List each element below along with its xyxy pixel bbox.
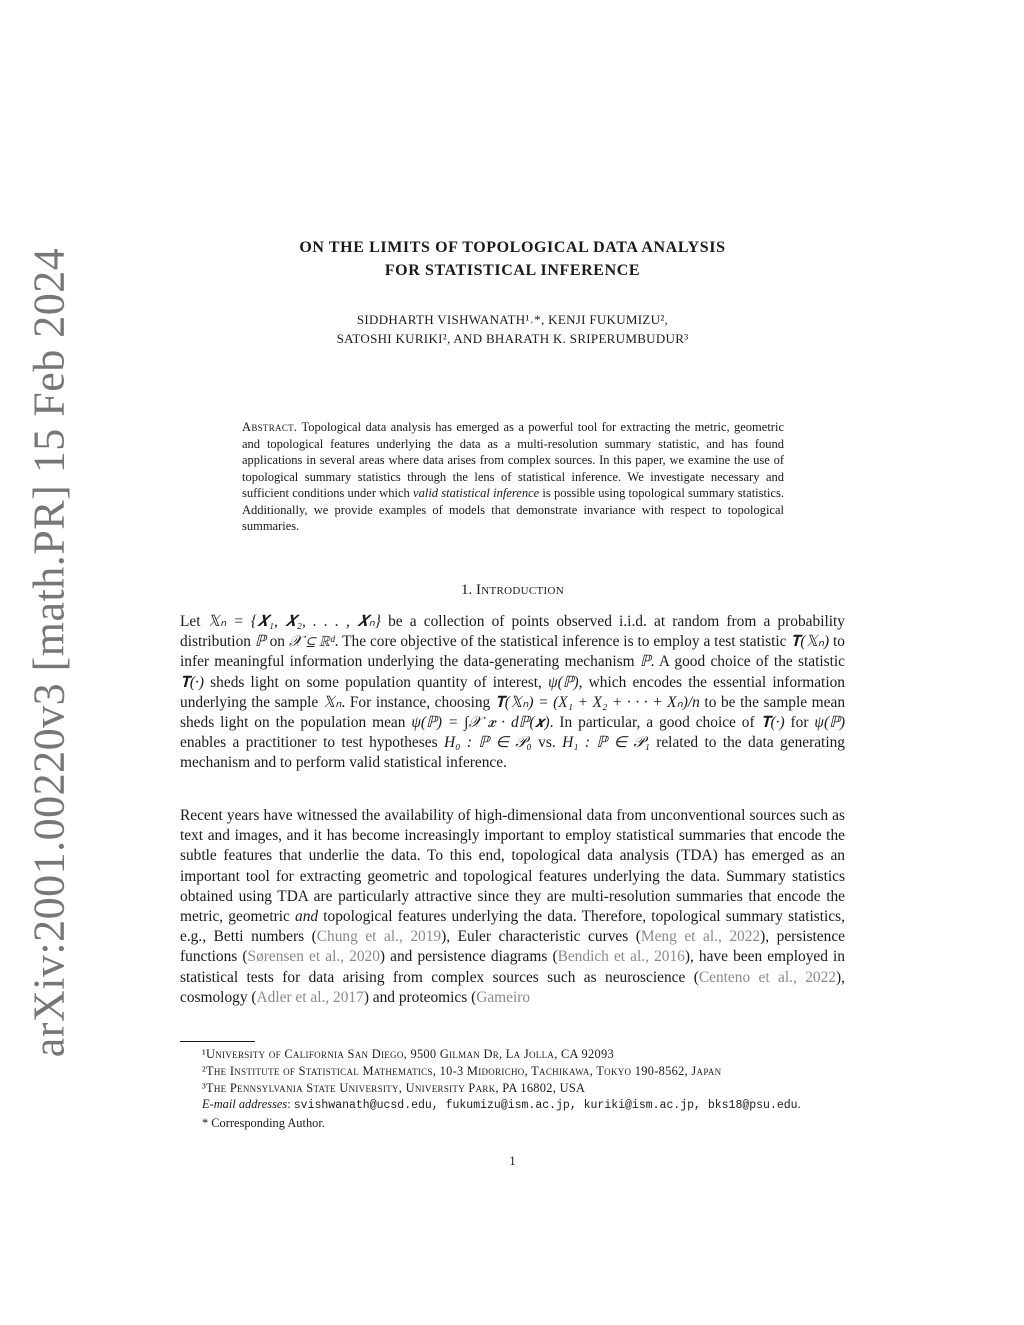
intro-paragraph-2 bbox=[180, 806, 845, 1008]
citation-link[interactable]: Meng et al., 2022 bbox=[640, 928, 761, 946]
footnote-affiliation-2: ²The Institute of Statistical Mathematics, 10-3 Midoricho, Tachikawa, Tokyo 190-8562, Japan bbox=[202, 1063, 722, 1078]
p2-text: ), have been employed in statistical tests for data arising from complex sources such as neuroscience ( bbox=[180, 948, 845, 986]
p2-text: ), persistence functions ( bbox=[180, 928, 845, 966]
page-number: 1 bbox=[509, 1154, 516, 1168]
abstract bbox=[242, 419, 784, 535]
abstract-label: Abstract. bbox=[242, 420, 298, 434]
math-alternative-hypothesis: H₁ : ℙ ∈ 𝒫₁ bbox=[562, 734, 650, 752]
section-heading bbox=[180, 582, 845, 599]
math-population-mean: ψ(ℙ) = ∫𝒳 𝒙 · dℙ(𝒙) bbox=[411, 714, 550, 732]
math-sample: 𝕏ₙ bbox=[322, 693, 342, 711]
paper-title bbox=[180, 236, 845, 282]
email-label: E-mail addresses bbox=[202, 1097, 288, 1112]
p2-text: topological features underlying the data. Therefore, topological summary statistics, e.g., Betti numbers ( bbox=[180, 908, 845, 946]
arxiv-identifier: arXiv:2001.00220v3 [math.PR] 15 Feb 2024 bbox=[24, 247, 74, 1057]
section-number: 1. bbox=[460, 582, 473, 598]
abstract-emphasis: valid statistical inference bbox=[413, 486, 540, 500]
math-statistic: 𝐓(·) bbox=[180, 673, 205, 691]
p1-text: . In particular, a good choice of bbox=[549, 714, 761, 732]
citation-link[interactable]: Adler et al., 2017 bbox=[256, 988, 364, 1006]
p1-text: be a collection of points observed i.i.d. at random from a probability distribution bbox=[180, 613, 845, 651]
intro-paragraph-1 bbox=[180, 612, 845, 774]
math-probability: ℙ bbox=[639, 653, 651, 671]
math-null-hypothesis: H₀ : ℙ ∈ 𝒫₀ bbox=[443, 734, 532, 752]
p2-text: ), cosmology ( bbox=[180, 968, 845, 1006]
footnote-affiliation-1: ¹University of California San Diego, 9500 Gilman Dr, La Jolla, CA 92093 bbox=[202, 1047, 614, 1061]
footnote-rule bbox=[180, 1041, 255, 1042]
p2-text: Recent years have witnessed the availability of high-dimensional data from unconventional sources such as text and images, and it has become increasingly important to employ statistical summaries that encode the subtle features that underlie the data. To this end, topological data analysis (TDA) has emerged as an important tool for extracting geometric and topological features underlying the data. Summary statistics obtained using TDA are particularly attractive since they are multi-resolution summaries that encode the metric, geometric bbox=[180, 807, 845, 926]
citation-link[interactable]: Bendich et al., 2016 bbox=[557, 948, 685, 966]
authors-line-1: SIDDHARTH VISHWANATH¹˒*, KENJI FUKUMIZU², bbox=[356, 312, 669, 327]
math-statistic: 𝐓(·) bbox=[760, 714, 785, 732]
math-population-quantity: ψ(ℙ) bbox=[814, 714, 845, 732]
title-line-1: ON THE LIMITS OF TOPOLOGICAL DATA ANALYSIS bbox=[299, 239, 726, 256]
p1-text: related to the data generating mechanism and to perform valid statistical inference. bbox=[180, 734, 845, 772]
p1-text: vs. bbox=[531, 734, 563, 752]
p1-text: to be the sample mean sheds light on the population mean bbox=[180, 693, 846, 732]
p1-text: , which encodes the essential information underlying the sample bbox=[180, 673, 845, 711]
footnote-corresponding: * Corresponding Author. bbox=[202, 1116, 325, 1131]
section-title: Introduction bbox=[475, 582, 565, 598]
p1-text: enables a practitioner to test hypotheses bbox=[180, 734, 444, 752]
p1-text: sheds light on some population quantity of interest, bbox=[204, 673, 549, 691]
p2-emphasis: and bbox=[295, 908, 319, 926]
p2-text: ) and proteomics ( bbox=[363, 988, 477, 1006]
abstract-text-2: is possible using topological summary statistics. Additionally, we provide examples of models that demonstrate invariance with respect to topological summaries. bbox=[242, 486, 784, 533]
footnote-affiliation-3: ³The Pennsylvania State University, University Park, PA 16802, USA bbox=[202, 1080, 586, 1095]
citation-link[interactable]: Chung et al., 2019 bbox=[316, 928, 442, 946]
arxiv-sidebar-stamp bbox=[8, 247, 90, 1057]
math-sample-set: 𝕏ₙ = {𝑿₁, 𝑿₂, . . . , 𝑿ₙ} bbox=[207, 613, 381, 630]
citation-link[interactable]: Centeno et al., 2022 bbox=[698, 968, 837, 986]
title-line-2: FOR STATISTICAL INFERENCE bbox=[384, 262, 641, 279]
footnotes bbox=[180, 1046, 845, 1132]
abstract-text-1: Topological data analysis has emerged as a powerful tool for extracting the metric, geometric and topological features underlying the data as a multi-resolution summary statistic, and has found applications in several areas where data arises from complex sources. In this paper, we examine the use of topological summary statistics through the lens of statistical inference. We investigate necessary and sufficient conditions under which bbox=[242, 420, 784, 500]
p1-text: for bbox=[784, 714, 815, 732]
p1-text: Let bbox=[180, 613, 208, 630]
p2-text: ) and persistence diagrams ( bbox=[379, 948, 558, 966]
citation-link[interactable]: Gameiro bbox=[476, 988, 531, 1006]
math-domain: 𝒳 ⊆ ℝᵈ bbox=[288, 633, 335, 651]
math-test-statistic: 𝐓(𝕏ₙ) bbox=[790, 633, 830, 651]
author-list bbox=[180, 310, 845, 348]
authors-line-2: SATOSHI KURIKI², AND BHARATH K. SRIPERUMBUDUR³ bbox=[336, 331, 689, 346]
math-population-quantity: ψ(ℙ) bbox=[548, 673, 579, 691]
math-sample-mean: 𝐓(𝕏ₙ) = (X₁ + X₂ + · · · + Xₙ)/n bbox=[494, 693, 700, 711]
email-addresses[interactable]: svishwanath@ucsd.edu, fukumizu@ism.ac.jp, kuriki@ism.ac.jp, bks18@psu.edu bbox=[293, 1099, 798, 1113]
p1-text: on bbox=[265, 633, 289, 651]
footnote-emails: E-mail addresses: svishwanath@ucsd.edu, fukumizu@ism.ac.jp, kuriki@ism.ac.jp, bks18@psu.edu. bbox=[202, 1097, 801, 1113]
p1-text: . The core objective of the statistical inference is to employ a test statistic bbox=[334, 633, 791, 651]
p1-text: to infer meaningful information underlying the data-generating mechanism bbox=[180, 633, 845, 671]
math-probability: ℙ bbox=[254, 633, 266, 651]
p1-text: . For instance, choosing bbox=[341, 693, 495, 711]
p2-text: ), Euler characteristic curves ( bbox=[441, 928, 641, 946]
citation-link[interactable]: Sørensen et al., 2020 bbox=[247, 948, 380, 966]
p1-text: . A good choice of the statistic bbox=[650, 653, 846, 671]
